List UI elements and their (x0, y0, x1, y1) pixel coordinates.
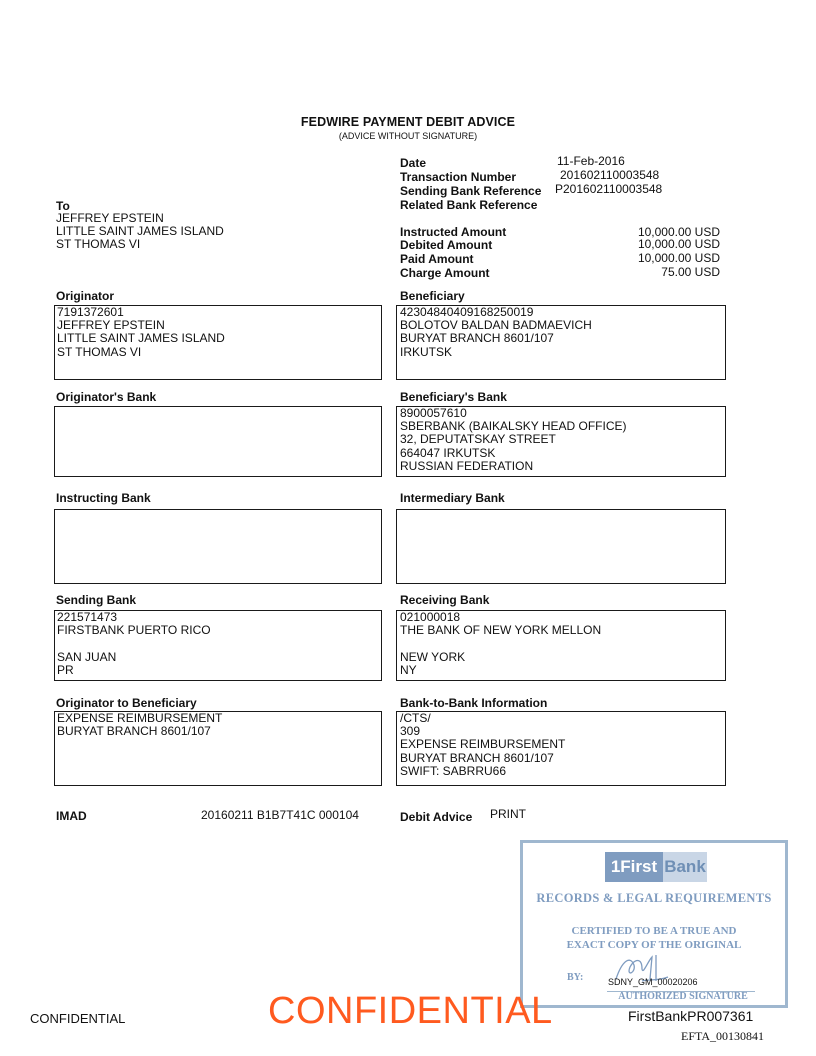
originator-text: 7191372601 JEFFREY EPSTEIN LITTLE SAINT JAMES ISLAND ST THOMAS VI (57, 305, 225, 359)
beneficiary-text: 42304840409168250019 BOLOTOV BALDAN BADMAEVICH BURYAT BRANCH 8601/107 IRKUTSK (400, 305, 592, 359)
orig-to-benef-label: Originator to Beneficiary (56, 696, 197, 710)
receiving-bank-text: 021000018 THE BANK OF NEW YORK MELLON NEW YORK NY (400, 610, 602, 677)
instructing-bank-box (54, 509, 382, 584)
receiving-bank-label: Receiving Bank (400, 593, 490, 607)
date-label: Date (400, 156, 427, 170)
firstbank-logo (605, 852, 707, 882)
paid-amount-value: 10,000.00 USD (637, 251, 720, 265)
stamp-by-label: BY: (567, 972, 584, 983)
to-line-2: LITTLE SAINT JAMES ISLAND (56, 224, 224, 238)
sending-ref-label: Sending Bank Reference (400, 184, 542, 198)
firstbank-logo-bank: Bank (663, 852, 707, 882)
sdny-bates-number: SDNY_GM_00020206 (608, 977, 698, 987)
stamp-heading: RECORDS & LEGAL REQUIREMENTS (536, 891, 772, 905)
sending-ref-value: P201602110003548 (555, 182, 663, 196)
instructed-amount-label: Instructed Amount (400, 225, 507, 239)
txn-number-value: 201602110003548 (560, 168, 660, 182)
instructed-amount-value: 10,000.00 USD (637, 225, 720, 239)
sending-bank-text: 221571473 FIRSTBANK PUERTO RICO SAN JUAN PR (57, 610, 211, 677)
charge-amount-value: 75.00 USD (661, 265, 720, 279)
imad-value: 20160211 B1B7T41C 000104 (201, 808, 359, 822)
stamp-sig-caption: AUTHORIZED SIGNATURE (618, 991, 748, 1002)
debit-advice-value: PRINT (490, 807, 526, 821)
beneficiarys-bank-label: Beneficiary's Bank (400, 390, 507, 404)
intermediary-bank-box (396, 509, 726, 584)
stamp-line-1: CERTIFIED TO BE A TRUE AND (571, 925, 737, 937)
originator-label: Originator (56, 289, 115, 303)
txn-number-label: Transaction Number (400, 170, 517, 184)
beneficiary-label: Beneficiary (400, 289, 465, 303)
efta-number: EFTA_00130841 (681, 1029, 765, 1043)
date-value: 11-Feb-2016 (557, 154, 625, 168)
bank-to-bank-label: Bank-to-Bank Information (400, 696, 548, 710)
debited-amount-label: Debited Amount (400, 238, 493, 252)
related-ref-label: Related Bank Reference (400, 198, 538, 212)
stamp-line-2: EXACT COPY OF THE ORIGINAL (566, 939, 742, 951)
confidential-label: CONFIDENTIAL (30, 1011, 126, 1026)
sending-bank-label: Sending Bank (56, 593, 137, 607)
firstbank-bates-number: FirstBankPR007361 (628, 1008, 754, 1024)
debited-amount-value: 10,000.00 USD (637, 237, 720, 251)
charge-amount-label: Charge Amount (400, 266, 490, 280)
originators-bank-box (54, 406, 382, 477)
to-line-3: ST THOMAS VI (56, 237, 141, 251)
firstbank-logo-first: 1First (605, 852, 663, 882)
intermediary-bank-label: Intermediary Bank (400, 491, 505, 505)
debit-advice-label: Debit Advice (400, 810, 473, 824)
beneficiarys-bank-text: 8900057610 SBERBANK (BAIKALSKY HEAD OFFICE) 32, DEPUTATSKAY STREET 664047 IRKUTSK RUSSIAN FEDERATION (400, 406, 627, 473)
orig-to-benef-text: EXPENSE REIMBURSEMENT BURYAT BRANCH 8601/107 (57, 711, 223, 739)
confidential-watermark: CONFIDENTIAL (268, 990, 553, 1032)
bank-to-bank-text: /CTS/ 309 EXPENSE REIMBURSEMENT BURYAT BRANCH 8601/107 SWIFT: SABRRU66 (400, 711, 566, 778)
instructing-bank-label: Instructing Bank (56, 491, 151, 505)
to-line-1: JEFFREY EPSTEIN (56, 211, 164, 225)
document-title: FEDWIRE PAYMENT DEBIT ADVICE (300, 115, 516, 129)
paid-amount-label: Paid Amount (400, 252, 474, 266)
to-label: To (56, 199, 70, 213)
document-subtitle: (ADVICE WITHOUT SIGNATURE) (338, 131, 478, 141)
originators-bank-label: Originator's Bank (56, 390, 157, 404)
imad-label: IMAD (56, 809, 87, 823)
